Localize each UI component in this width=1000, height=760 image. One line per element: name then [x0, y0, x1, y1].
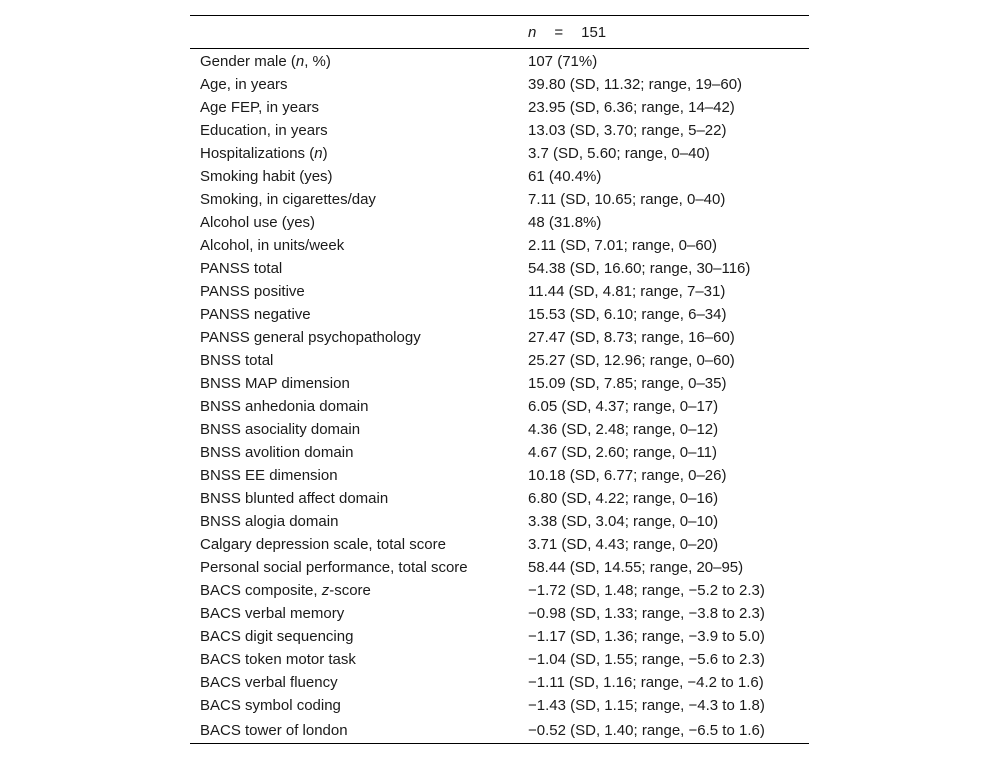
row-label-text: BACS verbal memory: [200, 605, 345, 622]
row-label: [190, 73, 528, 96]
row-label: [190, 418, 528, 441]
row-value: 4.36 (SD, 2.48; range, 0–12): [528, 421, 719, 438]
row-value: 7.11 (SD, 10.65; range, 0–40): [528, 191, 726, 208]
table-row: [190, 349, 809, 372]
row-value: 61 (40.4%): [528, 168, 602, 185]
row-label-text: BNSS alogia domain: [200, 513, 339, 530]
table-row: [190, 395, 809, 418]
table-row: [190, 234, 809, 257]
row-value: −1.43 (SD, 1.15; range, −4.3 to 1.8): [528, 697, 765, 714]
row-label-text: BACS tower of london: [200, 721, 348, 739]
row-value: −1.11 (SD, 1.16; range, −4.2 to 1.6): [528, 674, 764, 691]
row-value: 11.44 (SD, 4.81; range, 7–31): [528, 283, 726, 300]
table-row: [190, 533, 809, 556]
row-label-text: Personal social performance, total score: [200, 559, 468, 576]
row-label: [190, 234, 528, 257]
table-row: [190, 602, 809, 625]
table-row: [190, 579, 809, 602]
table-row: [190, 303, 809, 326]
row-value: 15.53 (SD, 6.10; range, 6–34): [528, 306, 727, 323]
table-row: [190, 96, 809, 119]
table-row: [190, 464, 809, 487]
row-label-text: BACS digit sequencing: [200, 628, 354, 645]
row-label: [190, 671, 528, 694]
row-label: [190, 165, 528, 188]
row-label-text: BNSS avolition domain: [200, 444, 354, 461]
row-value: 3.71 (SD, 4.43; range, 0–20): [528, 536, 719, 553]
row-label: [190, 717, 528, 744]
row-label-text: BNSS MAP dimension: [200, 375, 350, 392]
row-label: [190, 556, 528, 579]
table-row: [190, 119, 809, 142]
table-row: [190, 694, 809, 717]
row-value: 10.18 (SD, 6.77; range, 0–26): [528, 467, 727, 484]
table-row: [190, 441, 809, 464]
table-header: [190, 16, 809, 49]
row-label: [190, 602, 528, 625]
row-label: [190, 326, 528, 349]
table-row: [190, 671, 809, 694]
row-label-text: Alcohol, in units/week: [200, 237, 345, 254]
row-label-text: BNSS asociality domain: [200, 421, 361, 438]
row-value: 39.80 (SD, 11.32; range, 19–60): [528, 76, 743, 93]
demographics-table-container: [190, 15, 809, 744]
table-row: [190, 556, 809, 579]
row-label-text: Hospitalizations (: [200, 145, 315, 162]
row-label-text: BNSS anhedonia domain: [200, 398, 369, 415]
demographics-table: [190, 15, 809, 744]
row-value: −1.72 (SD, 1.48; range, −5.2 to 2.3): [528, 582, 765, 599]
row-label-suffix: -score: [329, 582, 371, 599]
row-label-text: Smoking habit (yes): [200, 168, 333, 185]
row-label-text: Gender male (: [200, 53, 296, 70]
row-label: [190, 625, 528, 648]
row-value: −1.04 (SD, 1.55; range, −5.6 to 2.3): [528, 651, 765, 668]
row-label: [190, 280, 528, 303]
equals-sign: =: [554, 23, 564, 41]
row-label: [190, 142, 528, 165]
row-label: [190, 257, 528, 280]
row-value: 4.67 (SD, 2.60; range, 0–11): [528, 444, 718, 461]
row-value: 58.44 (SD, 14.55; range, 20–95): [528, 559, 744, 576]
row-label-text: BACS verbal fluency: [200, 674, 338, 691]
row-value: 25.27 (SD, 12.96; range, 0–60): [528, 352, 735, 369]
row-value: 27.47 (SD, 8.73; range, 16–60): [528, 329, 735, 346]
header-label-cell: [190, 16, 528, 49]
table-row: [190, 73, 809, 96]
table-row: [190, 280, 809, 303]
row-label-text: PANSS positive: [200, 283, 305, 300]
table-row: [190, 372, 809, 395]
table-row: [190, 188, 809, 211]
row-label-text: PANSS total: [200, 260, 283, 277]
row-label: [190, 372, 528, 395]
row-label-text: BACS token motor task: [200, 651, 356, 668]
row-value: 6.05 (SD, 4.37; range, 0–17): [528, 398, 719, 415]
table-row: [190, 510, 809, 533]
row-label-text: Age, in years: [200, 76, 288, 93]
row-label-italic: n: [314, 145, 323, 162]
row-label-italic: z: [321, 582, 330, 599]
row-label-text: PANSS negative: [200, 306, 311, 323]
table-row: [190, 211, 809, 234]
row-value: 2.11 (SD, 7.01; range, 0–60): [528, 237, 718, 254]
row-value: −1.17 (SD, 1.36; range, −3.9 to 5.0): [528, 628, 765, 645]
row-label: [190, 533, 528, 556]
row-value: 48 (31.8%): [528, 214, 602, 231]
row-label-text: PANSS general psychopathology: [200, 329, 421, 346]
header-row: [190, 16, 809, 49]
table-row: [190, 165, 809, 188]
row-label: [190, 188, 528, 211]
row-label: [190, 349, 528, 372]
table-row: [190, 49, 809, 74]
row-label: [190, 648, 528, 671]
row-label: [190, 441, 528, 464]
table-body: [190, 49, 809, 744]
row-label: [190, 49, 528, 74]
row-value: 3.38 (SD, 3.04; range, 0–10): [528, 513, 719, 530]
row-value: 3.7 (SD, 5.60; range, 0–40): [528, 145, 710, 162]
table-row: [190, 142, 809, 165]
row-label-text: BNSS blunted affect domain: [200, 490, 389, 507]
row-label: [190, 510, 528, 533]
row-label-italic: n: [295, 53, 305, 70]
row-value: 15.09 (SD, 7.85; range, 0–35): [528, 375, 727, 392]
n-symbol: n: [528, 23, 537, 41]
row-value: 54.38 (SD, 16.60; range, 30–116): [528, 260, 751, 277]
row-label-text: BNSS EE dimension: [200, 467, 338, 484]
table-row: [190, 257, 809, 280]
table-row: [190, 418, 809, 441]
row-label-text: Education, in years: [200, 122, 328, 139]
row-label-text: Smoking, in cigarettes/day: [200, 191, 376, 208]
row-label: [190, 464, 528, 487]
row-value: 13.03 (SD, 3.70; range, 5–22): [528, 122, 727, 139]
table-row: [190, 625, 809, 648]
table-row: [190, 326, 809, 349]
row-label-text: BACS composite,: [200, 582, 322, 599]
row-label-text: Age FEP, in years: [200, 99, 319, 116]
row-label: [190, 694, 528, 717]
row-label: [190, 303, 528, 326]
row-label: [190, 96, 528, 119]
row-label-text: Calgary depression scale, total score: [200, 536, 446, 553]
row-label-suffix: , %): [304, 53, 331, 70]
row-label: [190, 487, 528, 510]
row-label: [190, 579, 528, 602]
table-row: [190, 487, 809, 510]
row-value: 107 (71%): [528, 53, 598, 70]
row-label-text: BACS symbol coding: [200, 697, 341, 714]
table-row: [190, 648, 809, 671]
row-label-suffix: ): [322, 145, 328, 162]
row-value: −0.52 (SD, 1.40; range, −6.5 to 1.6): [528, 717, 809, 744]
n-value: 151: [581, 23, 607, 41]
header-n-cell: [528, 16, 809, 49]
row-label-text: BNSS total: [200, 352, 274, 369]
row-value: 6.80 (SD, 4.22; range, 0–16): [528, 490, 719, 507]
row-label: [190, 211, 528, 234]
row-label: [190, 395, 528, 418]
row-value: 23.95 (SD, 6.36; range, 14–42): [528, 99, 735, 116]
row-label-text: Alcohol use (yes): [200, 214, 316, 231]
row-value: −0.98 (SD, 1.33; range, −3.8 to 2.3): [528, 605, 765, 622]
table-row: [190, 717, 809, 744]
row-label: [190, 119, 528, 142]
